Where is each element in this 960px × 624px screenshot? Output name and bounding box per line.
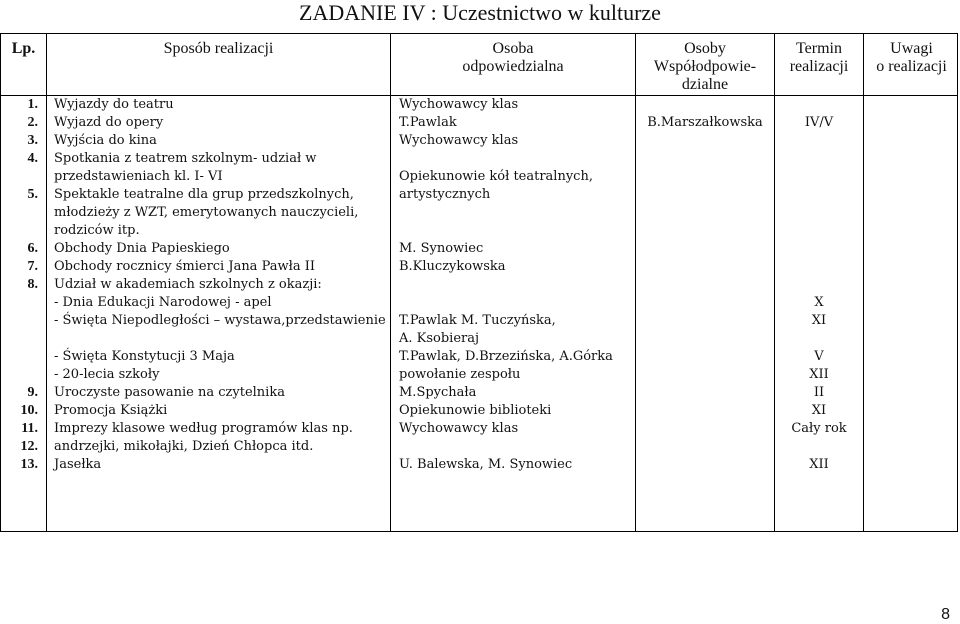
responsible-person-line: M. Synowiec xyxy=(399,241,484,256)
deadline-line: XII xyxy=(809,367,829,382)
responsible-person-line: A. Ksobieraj xyxy=(399,331,480,346)
deadline-line: XII xyxy=(809,457,829,472)
activity-line: Promocja Książki xyxy=(54,403,168,418)
row-number xyxy=(14,168,38,186)
deadline-line: Cały rok xyxy=(791,421,847,436)
row-number: 3. xyxy=(27,133,38,148)
deadline-line xyxy=(775,132,863,150)
header-uwagi: Uwagi o realizacji xyxy=(876,40,947,75)
activity-line: przedstawieniach kl. I- VI xyxy=(54,169,223,184)
row-number xyxy=(14,366,38,384)
osoba-column xyxy=(399,96,633,474)
page-number: 8 xyxy=(941,606,950,623)
activity-line: andrzejki, mikołajki, Dzień Chłopca itd. xyxy=(54,439,314,454)
deadline-line: II xyxy=(813,385,825,400)
row-number xyxy=(14,204,38,222)
activity-line: Jasełka xyxy=(54,457,102,472)
row-number: 9. xyxy=(27,385,38,400)
activity-line: Obchody rocznicy śmierci Jana Pawła II xyxy=(54,259,315,274)
activity-line: Wyjazd do opery xyxy=(54,115,164,130)
activity-line: rodziców itp. xyxy=(54,223,140,238)
co-responsible-line xyxy=(636,96,774,114)
deadline-line: X xyxy=(814,295,824,310)
row-number: 8. xyxy=(27,277,38,292)
deadline-line xyxy=(775,96,863,114)
lp-column xyxy=(14,96,38,474)
deadline-line xyxy=(775,438,863,456)
header-wspolodpowiedzialne: Osoby Współodpowie- dzialne xyxy=(653,40,757,93)
activity-line: Imprezy klasowe według programów klas np. xyxy=(54,421,353,436)
row-number xyxy=(14,312,38,330)
responsible-person-line: T.Pawlak xyxy=(399,115,457,130)
responsible-person-line: Wychowawcy klas xyxy=(399,421,519,436)
deadline-line xyxy=(775,258,863,276)
deadline-line: V xyxy=(814,349,824,364)
header-termin: Termin realizacji xyxy=(789,40,849,75)
activities-table xyxy=(0,33,958,532)
deadline-line xyxy=(775,276,863,294)
deadline-line xyxy=(775,168,863,186)
responsible-person-line: T.Pawlak, D.Brzezińska, A.Górka xyxy=(399,349,613,364)
wspolodpowiedzialne-column xyxy=(636,96,774,132)
responsible-person-line xyxy=(399,150,633,168)
row-number: 11. xyxy=(21,421,38,436)
activity-line: - 20-lecia szkoły xyxy=(54,367,160,382)
responsible-person-line xyxy=(399,276,633,294)
activity-line: - Święta Niepodległości – wystawa,przedstawienie xyxy=(54,313,386,328)
activity-line: Uroczyste pasowanie na czytelnika xyxy=(54,385,285,400)
activity-line: Udział w akademiach szkolnych z okazji: xyxy=(54,277,322,292)
row-number xyxy=(14,330,38,348)
responsible-person-line xyxy=(399,438,633,456)
row-number: 5. xyxy=(27,187,38,202)
column-divider xyxy=(390,34,391,531)
row-number: 10. xyxy=(20,403,38,418)
activity-line: - Dnia Edukacji Narodowej - apel xyxy=(54,295,272,310)
sposob-column xyxy=(54,96,388,474)
row-number: 1. xyxy=(27,97,38,112)
row-number xyxy=(14,294,38,312)
deadline-line xyxy=(775,330,863,348)
deadline-line xyxy=(775,204,863,222)
activity-line: Spektakle teatralne dla grup przedszkolnych, xyxy=(54,187,354,202)
row-number: 4. xyxy=(27,151,38,166)
responsible-person-line: artystycznych xyxy=(399,187,491,202)
activity-line: - Święta Konstytucji 3 Maja xyxy=(54,349,235,364)
row-number: 6. xyxy=(27,241,38,256)
row-number xyxy=(14,222,38,240)
activity-line: Spotkania z teatrem szkolnym- udział w xyxy=(54,151,317,166)
responsible-person-line: Wychowawcy klas xyxy=(399,133,519,148)
co-responsible-line: B.Marszałkowska xyxy=(647,115,763,130)
responsible-person-line: Wychowawcy klas xyxy=(399,97,519,112)
deadline-line: XI xyxy=(811,403,827,418)
row-number: 7. xyxy=(27,259,38,274)
column-divider xyxy=(863,34,864,531)
responsible-person-line xyxy=(399,294,633,312)
deadline-line: IV/V xyxy=(804,115,834,130)
activity-line: Wyjazdy do teatru xyxy=(54,97,174,112)
page-title: ZADANIE IV : Uczestnictwo w kulturze xyxy=(299,0,661,25)
deadline-line xyxy=(775,240,863,258)
responsible-person-line xyxy=(399,222,633,240)
responsible-person-line: T.Pawlak M. Tuczyńska, xyxy=(399,313,556,328)
responsible-person-line: B.Kluczykowska xyxy=(399,259,506,274)
activity-line xyxy=(54,330,388,348)
deadline-line xyxy=(775,186,863,204)
header-lp: Lp. xyxy=(11,40,36,57)
termin-column xyxy=(775,96,863,474)
responsible-person-line: powołanie zespołu xyxy=(399,367,521,382)
row-number: 13. xyxy=(20,457,38,472)
deadline-line: XI xyxy=(811,313,827,328)
row-number xyxy=(14,348,38,366)
responsible-person-line: Opiekunowie kół teatralnych, xyxy=(399,169,593,184)
column-divider xyxy=(46,34,47,531)
deadline-line xyxy=(775,222,863,240)
responsible-person-line xyxy=(399,204,633,222)
activity-line: Obchody Dnia Papieskiego xyxy=(54,241,230,256)
activity-line: Wyjścia do kina xyxy=(54,133,157,148)
responsible-person-line: U. Balewska, M. Synowiec xyxy=(399,457,573,472)
responsible-person-line: M.Spychała xyxy=(399,385,477,400)
header-osoba: Osoba odpowiedzialna xyxy=(462,40,564,75)
activity-line: młodzieży z WZT, emerytowanych nauczycieli, xyxy=(54,205,359,220)
responsible-person-line: Opiekunowie biblioteki xyxy=(399,403,552,418)
row-number: 2. xyxy=(27,115,38,130)
header-sposob: Sposób realizacji xyxy=(163,40,274,57)
deadline-line xyxy=(775,150,863,168)
row-number: 12. xyxy=(20,439,38,454)
